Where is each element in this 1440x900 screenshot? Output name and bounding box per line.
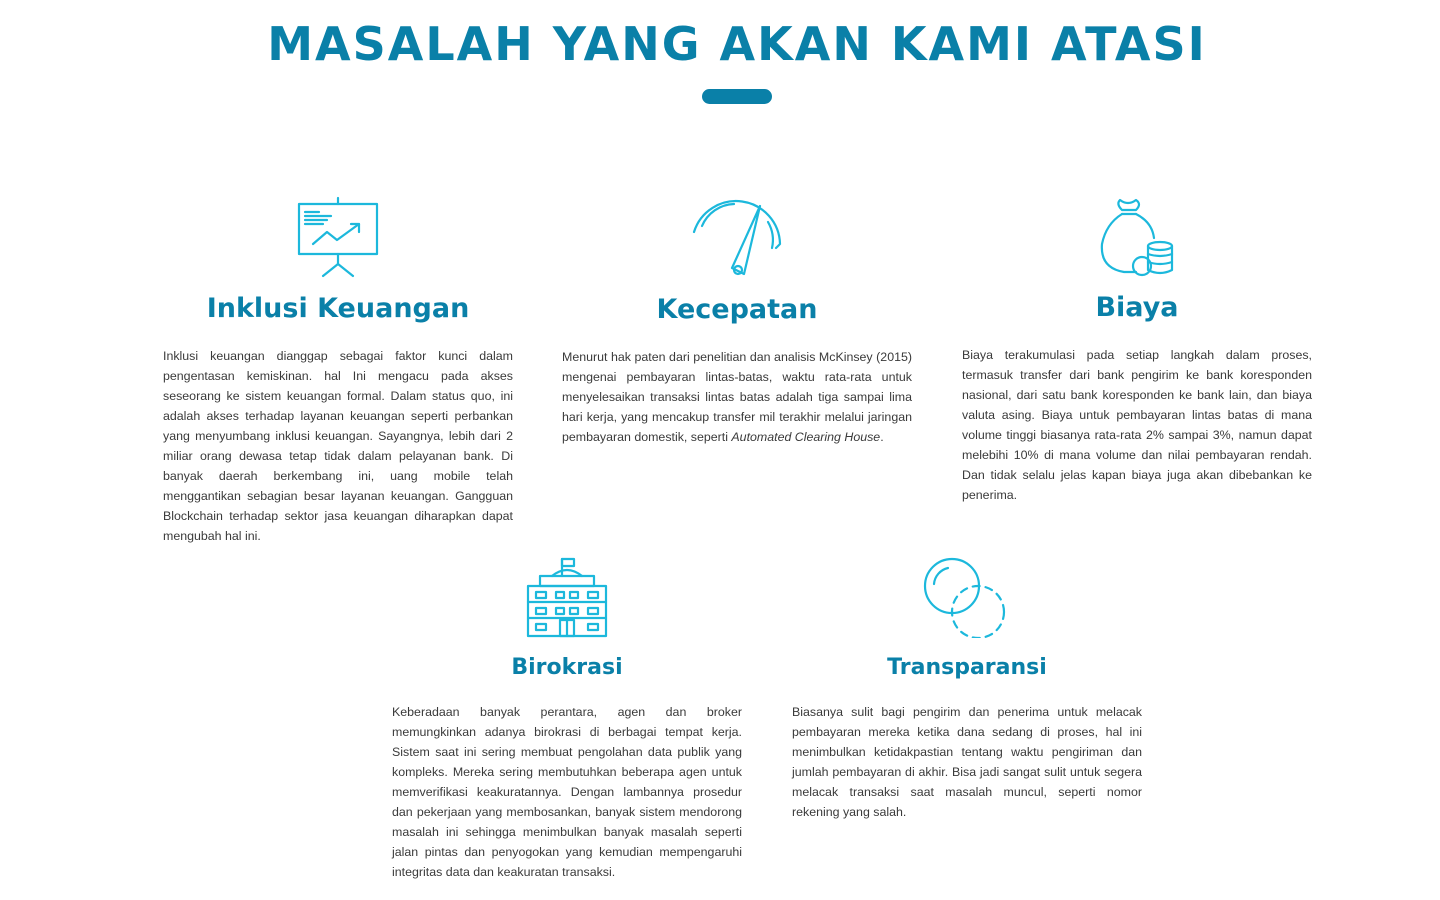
feature-description: Biasanya sulit bagi pengirim dan penerima untuk melacak pembayaran mereka ketika dana sedang di proses, hal ini menimbulkan ketidakpastian tentang waktu pengiriman dan jumlah pembayaran di akhir. Bisa jadi sangat sulit untuk segera melacak transaksi saat masalah muncul, seperti nomor rekening yang salah. — [792, 705, 1142, 819]
page-title: MASALAH YANG AKAN KAMI ATASI — [267, 17, 1207, 71]
title-underline — [702, 89, 772, 104]
money-bag-coins-icon — [1092, 196, 1182, 278]
feature-title: Biaya — [1095, 292, 1179, 323]
feature-title: Birokrasi — [511, 655, 623, 680]
feature-description-emphasis: Automated Clearing House — [731, 430, 881, 444]
feature-title: Kecepatan — [656, 294, 818, 325]
feature-title: Inklusi Keuangan — [206, 293, 470, 324]
feature-description: Keberadaan banyak perantara, agen dan broker memungkinkan adanya birokrasi di berbagai tempat kerja. Sistem saat ini sering membuat pengolahan data publik yang kompleks. Mereka sering membutuhkan beberapa agen untuk memverifikasi keakuratannya. Dengan lambannya prosedur dan pekerjaan yang membosankan, banyak sistem mendorong masalah ini sehingga menimbulkan banyak masalah seperti jalan pintas dan penyogokan yang kemudian mempengaruhi integritas data dan keakuratan transaksi. — [392, 705, 742, 879]
overlapping-circles-icon — [922, 556, 1012, 638]
feature-description: Biaya terakumulasi pada setiap langkah dalam proses, termasuk transfer dari bank pengirim ke bank koresponden nasional, dari satu bank koresponden ke bank lain, dan biaya valuta asing. Biaya untuk pembayaran lintas batas di mana volume tinggi biasanya rata-rata 2% sampai 3%, namun dapat melebihi 10% di mana volume dan nilai pembayaran rendah. Dan tidak selalu jelas kapan biaya juga akan dibebankan ke penerima. — [962, 348, 1312, 502]
feature-description-end: . — [880, 430, 884, 444]
feature-description-text: Menurut hak paten dari penelitian dan analisis McKinsey (2015) mengenai pembayaran lintas-batas, waktu rata-rata untuk menyelesaikan transaksi lintas batas adalah tiga sampai lima hari kerja, yang mencakup transfer mil terakhir melalui jaringan pembayaran domestik, seperti — [562, 350, 912, 444]
feature-description: Inklusi keuangan dianggap sebagai faktor kunci dalam pengentasan kemiskinan. hal Ini mengacu pada akses seseorang ke sistem keuangan formal. Dalam status quo, ini adalah akses terhadap layanan keuangan seperti perbankan yang menyumbang inklusi keuangan. Sayangnya, lebih dari 2 miliar orang dewasa tetap tidak dalam pelayanan bank. Di banyak daerah berkembang ini, uang mobile telah menggantikan sebagian besar layanan keuangan. Gangguan Blockchain terhadap sektor jasa keuangan diharapkan dapat mengubah hal ini. — [163, 349, 513, 543]
presentation-chart-icon — [293, 196, 383, 278]
feature-description — [562, 347, 912, 447]
speedometer-icon — [692, 196, 782, 278]
government-building-icon — [522, 556, 612, 638]
feature-title: Transparansi — [887, 655, 1047, 680]
